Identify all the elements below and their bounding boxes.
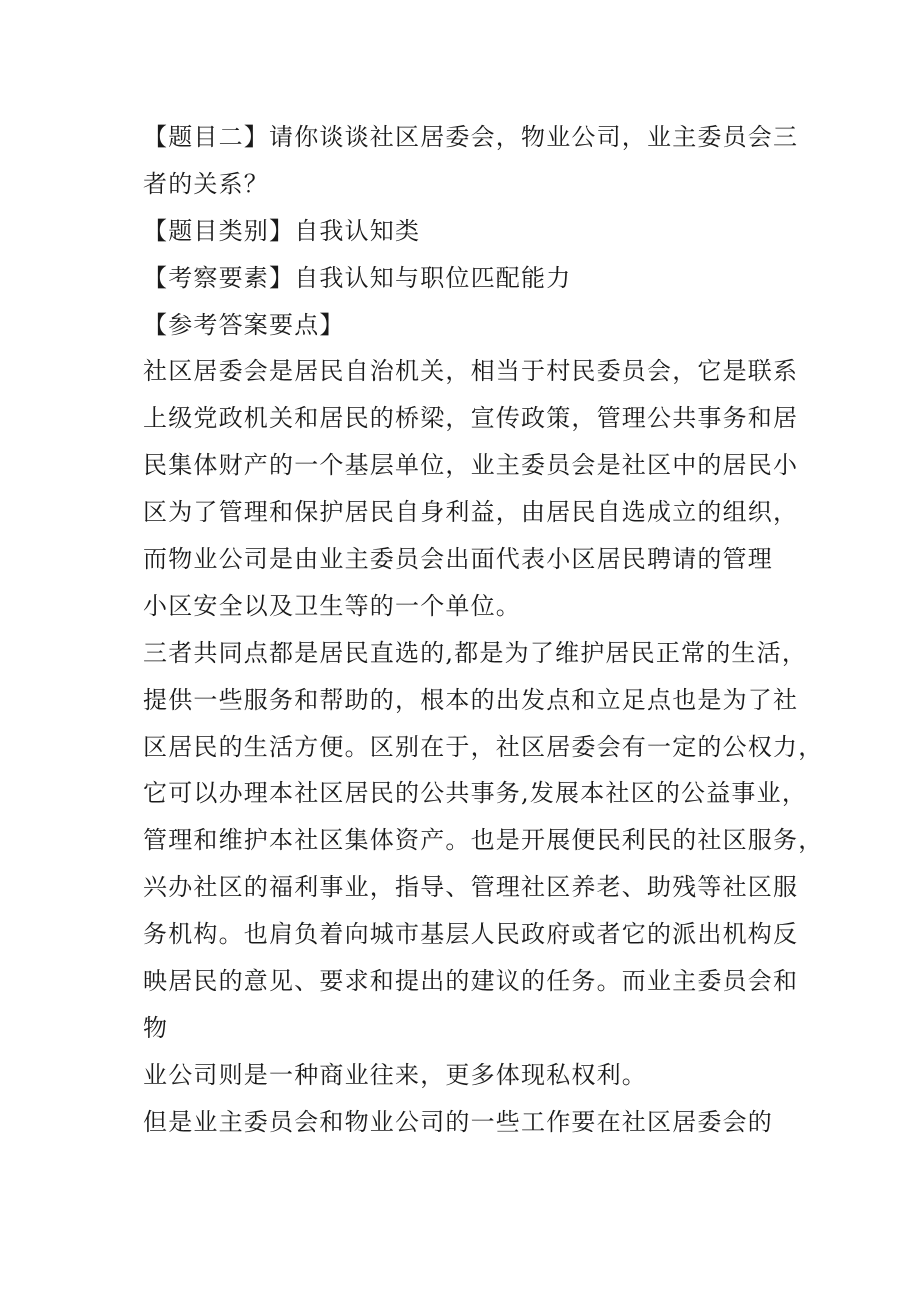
paragraph-2-line-5: 管理和维护本社区集体资产。也是开展便民利民的社区服务， [143,826,824,855]
paragraph-2-line-7: 务机构。也肩负着向城市基层人民政府或者它的派出机构反 [143,920,799,949]
paragraph-1-line-4: 区为了管理和保护居民自身利益，由居民自选成立的组织， [143,498,799,527]
paragraph-1-line-1: 社区居委会是居民自治机关，相当于村民委员会，它是联系 [143,357,799,386]
paragraph-2-line-3: 区居民的生活方便。区别在于，社区居委会有一定的公权力， [143,732,824,761]
paragraph-2-line-2: 提供一些服务和帮助的，根本的出发点和立足点也是为了社 [143,685,799,714]
question-title-line-1: 【题目二】请你谈谈社区居委会，物业公司，业主委员会三 [143,123,799,151]
paragraph-1-line-2: 上级党政机关和居民的桥梁，宣传政策，管理公共事务和居 [143,404,799,433]
assessment-elements: 【考察要素】自我认知与职位匹配能力 [143,263,572,292]
paragraph-1-line-3: 民集体财产的一个基层单位，业主委员会是社区中的居民小 [143,451,799,480]
paragraph-1-line-5: 而物业公司是由业主委员会出面代表小区居民聘请的管理 [143,545,773,574]
paragraph-2-line-9: 物 [143,1013,169,1042]
paragraph-2-line-4: 它可以办理本社区居民的公共事务,发展本社区的公益事业， [143,779,808,808]
paragraph-3-line-1: 业公司则是一种商业往来，更多体现私权利。 [143,1060,647,1089]
paragraph-2-line-1: 三者共同点都是居民直选的,都是为了维护居民正常的生活， [143,638,808,667]
question-category: 【题目类别】自我认知类 [143,216,421,245]
paragraph-1-line-6: 小区安全以及卫生等的一个单位。 [143,591,521,620]
paragraph-2-line-8: 映居民的意见、要求和提出的建议的任务。而业主委员会和 [143,967,799,996]
answer-points-heading: 【参考答案要点】 [143,310,345,339]
paragraph-2-line-6: 兴办社区的福利事业，指导、管理社区养老、助残等社区服 [143,873,799,902]
question-title-line-2: 者的关系？ [143,169,269,198]
paragraph-4-line-1: 但是业主委员会和物业公司的一些工作要在社区居委会的 [143,1107,773,1136]
document-body [143,114,824,1146]
